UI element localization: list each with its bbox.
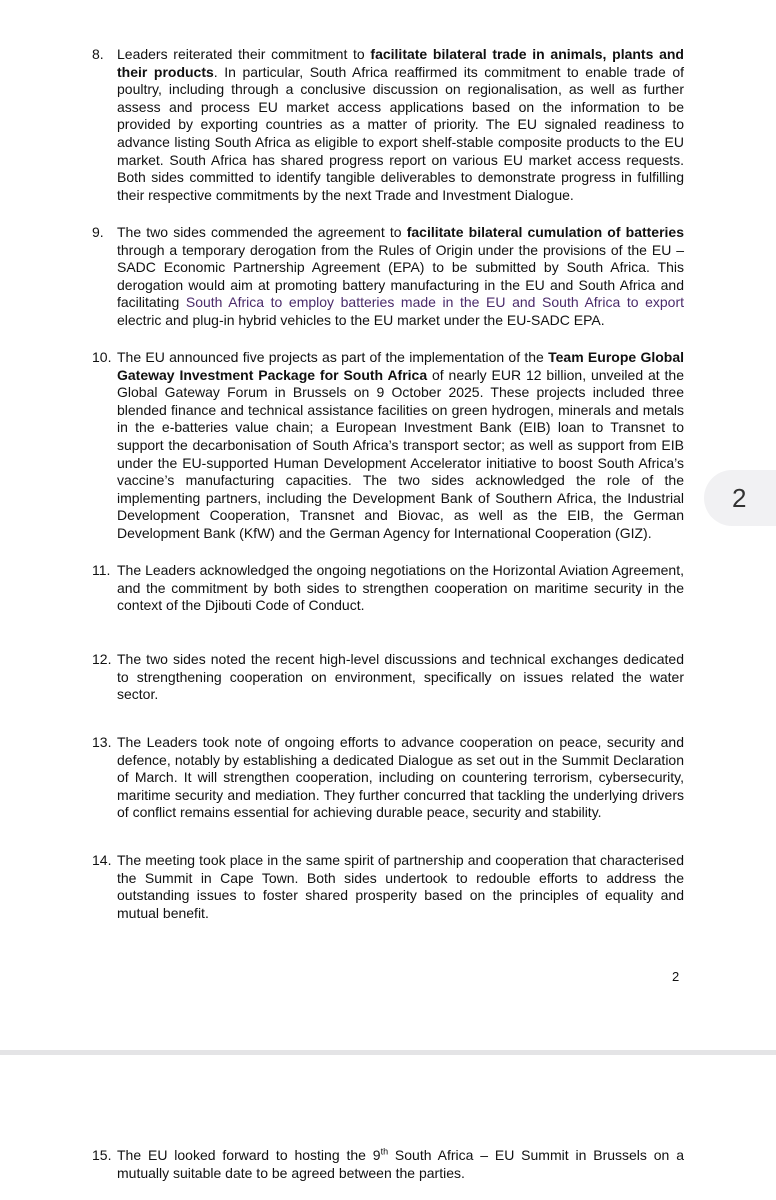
text-run: of nearly EUR 12 billion, unveiled at the Global Gateway Forum in Brussels on 9 October 2025. These projects included three blended finance and technical assistance facilities on green hydrogen, minerals and metals in the e-batteries value chain; a European Investment Bank (EIB) loan to Transnet to support the decarbonisation of South Africa’s transport sector; as well as support from EIB under the EU-supported Human Development Accelerator initiative to boost South Africa’s vaccine’s manufacturing capacities. The two sides acknowledged the role of the implementing partners, including the Development Bank of Southern Africa, the Industrial Development Cooperation, Transnet and Biovac, as well as the EIB, the German Development Bank (KfW) and the German Agency for International Cooperation (GIZ). <box>117 366 684 541</box>
page-number: 2 <box>672 969 680 984</box>
paragraph-text <box>117 651 684 704</box>
text-run: The EU looked forward to hosting the 9 <box>117 1147 381 1163</box>
paragraph-number: 12. <box>92 651 112 667</box>
paragraph-15 <box>92 1147 684 1182</box>
text-run: The Leaders acknowledged the ongoing negotiations on the Horizontal Aviation Agreement, and the commitment by both sides to strengthen cooperation on maritime security in the context of the Djibouti Code of Conduct. <box>117 562 684 614</box>
text-run: The EU announced five projects as part of the implementation of the <box>117 349 549 365</box>
paragraph-8 <box>92 46 684 204</box>
document-page-2 <box>0 1055 776 1200</box>
text-run: The Leaders took note of ongoing efforts to advance cooperation on peace, security and defence, notably by establishing a dedicated Dialogue as set out in the Summit Declaration of March. It will strengthen cooperation, including on countering terrorism, cybersecurity, maritime security and mediation. They further concurred that tackling the underlying drivers of conflict remains essential for achieving durable peace, security and stability. <box>117 734 684 821</box>
paragraph-text <box>117 46 684 204</box>
paragraph-text <box>117 562 684 615</box>
paragraph-text <box>117 852 684 922</box>
text-run: The meeting took place in the same spirit of partnership and cooperation that characterised the Summit in Cape Town. Both sides undertook to redouble efforts to address the outstanding issues to foster shared prosperity based on the principles of equality and mutual benefit. <box>117 852 684 921</box>
paragraph-number: 15. <box>92 1147 112 1163</box>
text-run: The two sides commended the agreement to <box>117 224 407 240</box>
text-run: through a temporary derogation from the Rules of Origin under the provisions of the EU – SADC Economic Partnership Agreement (EPA) to be submitted by South Africa. This derogation would aim at promoting battery manufacturing in the EU and South Africa and facilitating <box>117 241 684 311</box>
bold-phrase: facilitate bilateral trade in animals, plants and their products <box>117 46 684 80</box>
text-run: . In particular, South Africa reaffirmed its commitment to enable trade of poultry, including through a conclusive discussion on regionalisation, as well as further assess and process EU market access applications based on the information to be provided by exporting countries as a matter of priority. The EU signaled readiness to advance listing South Africa as eligible to export shelf-stable composite products to the EU market. South Africa has shared progress report on various EU market access requests. Both sides committed to identify tangible deliverables to demonstrate progress in fulfilling their respective commitments by the next Trade and Investment Dialogue. <box>117 63 684 203</box>
paragraph-9 <box>92 224 684 330</box>
paragraph-text <box>117 734 684 822</box>
paragraph-text <box>117 1147 684 1182</box>
paragraph-11 <box>92 562 684 615</box>
text-run: electric and plug-in hybrid vehicles to the EU market under the EU-SADC EPA. <box>117 311 605 328</box>
paragraph-number: 14. <box>92 852 112 868</box>
paragraph-10 <box>92 349 684 543</box>
paragraph-12 <box>92 651 684 704</box>
text-run: Leaders reiterated their commitment to <box>117 46 371 62</box>
paragraph-number: 8. <box>92 46 104 62</box>
paragraph-text <box>117 349 684 543</box>
highlighted-phrase: South Africa to employ batteries made in the EU and South Africa to export <box>185 294 684 311</box>
paragraph-text <box>117 224 684 330</box>
bold-phrase: facilitate bilateral cumulation of batteries <box>406 224 684 240</box>
paragraph-13 <box>92 734 684 822</box>
paragraph-number: 9. <box>92 224 104 240</box>
bold-phrase: Team Europe Global Gateway Investment Package for South Africa <box>117 349 684 383</box>
text-run: South Africa – EU Summit in Brussels on a mutually suitable date to be agreed between the parties. <box>117 1147 684 1181</box>
paragraph-number: 11. <box>92 562 111 578</box>
text-run: The two sides noted the recent high-level discussions and technical exchanges dedicated to strengthening cooperation on environment, specifically on issues related the water sector. <box>117 651 684 703</box>
superscript: th <box>380 1146 389 1157</box>
paragraph-number: 10. <box>92 349 112 365</box>
paragraph-14 <box>92 852 684 922</box>
paragraph-number: 13. <box>92 734 112 750</box>
page-indicator-badge[interactable]: 2 <box>704 470 776 526</box>
